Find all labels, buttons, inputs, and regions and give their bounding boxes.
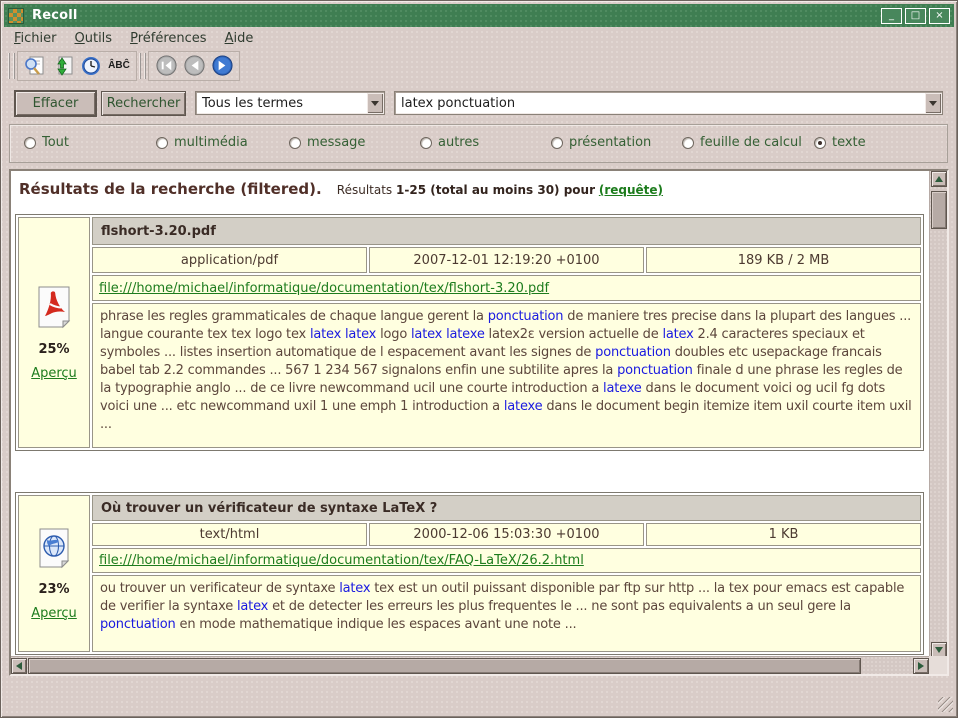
filter-radio-autres[interactable]: autres [420,135,479,150]
menu-preferences[interactable]: Préférences [130,31,207,46]
minimize-button[interactable]: _ [881,8,902,24]
filter-radio-feuille-de-calcul[interactable]: feuille de calcul [682,135,802,150]
result-doc-cell [18,495,90,652]
result-title: flshort-3.20.pdf [92,217,921,245]
query-details-link[interactable]: (requête) [598,183,664,197]
result-date: 2000-12-06 15:03:30 +0100 [369,523,644,546]
scroll-right-icon[interactable] [913,658,929,674]
result-item [15,492,924,655]
titlebar[interactable] [4,4,954,27]
result-snippet: ou trouver un verificateur de syntaxe latex tex est un outil puissant disponible par ftp sur http ... la tex pour emacs est capable de verifier la syntaxe latex et de detecter les erreurs les plus frequentes le ... ne sont pas equivalents a un seul gere la ponctuation en mode mathematique indique les espaces avant une note ... [92,575,921,652]
scroll-left-icon[interactable] [11,658,27,674]
preview-link[interactable]: Aperçu [31,365,77,381]
search-button[interactable]: Rechercher [101,91,186,116]
window-title: Recoll [32,8,78,23]
window-controls [881,8,950,24]
filter-radio-message[interactable]: message [289,135,365,150]
horizontal-scrollbar-thumb[interactable] [28,658,861,674]
result-url-row [92,548,921,573]
menu-outils[interactable]: Outils [74,31,113,46]
filter-radio-tout[interactable]: Tout [24,135,69,150]
results-heading [19,179,663,198]
results-title: Résultats de la recherche (filtered). [19,180,322,198]
preview-link[interactable]: Aperçu [31,605,77,621]
vertical-scrollbar-thumb[interactable] [931,191,947,229]
relevance-percent: 23% [38,581,70,597]
result-url-link[interactable]: file:///home/michael/informatique/documentation/tex/flshort-3.20.pdf [99,280,550,296]
result-meta-row [92,523,921,546]
filter-radio-multimedia[interactable]: multimédia [156,135,248,150]
clear-button[interactable]: Effacer [15,91,96,116]
results-panel [9,169,949,676]
results-list [11,171,929,658]
result-url-link[interactable]: file:///home/michael/informatique/documentation/tex/FAQ-LaTeX/26.2.html [99,553,584,568]
pdf-icon [34,285,74,333]
filter-radio-presentation[interactable]: présentation [551,135,651,150]
toolbar-group-tools [17,51,137,81]
toolbar-handle[interactable] [8,53,15,79]
result-mime: application/pdf [92,247,367,273]
result-size: 1 KB [646,523,921,546]
search-mode-value: Tous les termes [202,95,303,111]
term-explorer-icon[interactable]: ÂBĈ [105,53,133,79]
toolbar-handle[interactable] [139,53,146,79]
close-button[interactable]: × [929,8,950,24]
vertical-scrollbar[interactable] [929,171,947,658]
result-snippet: phrase les regles grammaticales de chaque langue gerent la ponctuation de maniere tres precise dans la plupart des langues ... langue courante tex tex logo tex latex latex logo latex latexe latex2ε version actuelle de latex 2.4 caracteres speciaux et symboles ... listes insertion automatique de l espacement avant les signes de ponctuation doubles etc usepackage francais babel tab 2.2 commandes ... 567 1 234 567 signalons enfin une subtilite apres la ponctuation finale d une phrase les regles de la typographie anglo ... de ce livre newcommand ucil une courte introduction a latexe dans le document voici og ucil fg dots voici une ... etc newcommand uxil 1 une emph 1 introduction a latexe dans le document begin itemize item uxil courte item uxil ... [92,303,921,448]
nav-forward-icon[interactable] [208,53,236,79]
chevron-down-icon[interactable] [367,93,383,113]
category-filter-frame [9,124,948,163]
search-mode-select[interactable] [195,91,385,115]
search-document-icon[interactable] [21,53,49,79]
nav-back-icon[interactable] [180,53,208,79]
result-doc-cell [18,217,90,448]
html-globe-icon [35,527,73,573]
results-count: Résultats 1-25 (total au moins 30) pour (requête) [336,183,664,197]
toolbar [6,50,953,81]
relevance-percent: 25% [38,341,70,357]
result-url-row [92,275,921,301]
nav-first-page-icon[interactable] [152,53,180,79]
menubar [5,28,953,49]
chevron-down-icon[interactable] [925,93,941,113]
history-clock-icon[interactable] [77,53,105,79]
result-mime: text/html [92,523,367,546]
result-meta-row [92,247,921,273]
resize-grip[interactable] [938,697,953,712]
menu-aide[interactable]: Aide [224,31,254,46]
result-size: 189 KB / 2 MB [646,247,921,273]
app-icon [8,8,24,24]
update-index-icon[interactable] [49,53,77,79]
scrollbar-corner [929,656,947,674]
result-title: Où trouver un vérificateur de syntaxe LaTeX ? [92,495,921,521]
scroll-up-icon[interactable] [931,171,947,187]
query-combo[interactable] [394,91,943,115]
horizontal-scrollbar[interactable] [11,656,929,674]
result-item [15,214,924,451]
menu-fichier[interactable]: Fichier [14,31,57,46]
filter-radio-texte[interactable]: texte [814,135,866,150]
result-date: 2007-12-01 12:19:20 +0100 [369,247,644,273]
toolbar-group-nav [148,51,240,81]
maximize-button[interactable]: □ [905,8,926,24]
search-input[interactable] [395,96,925,111]
